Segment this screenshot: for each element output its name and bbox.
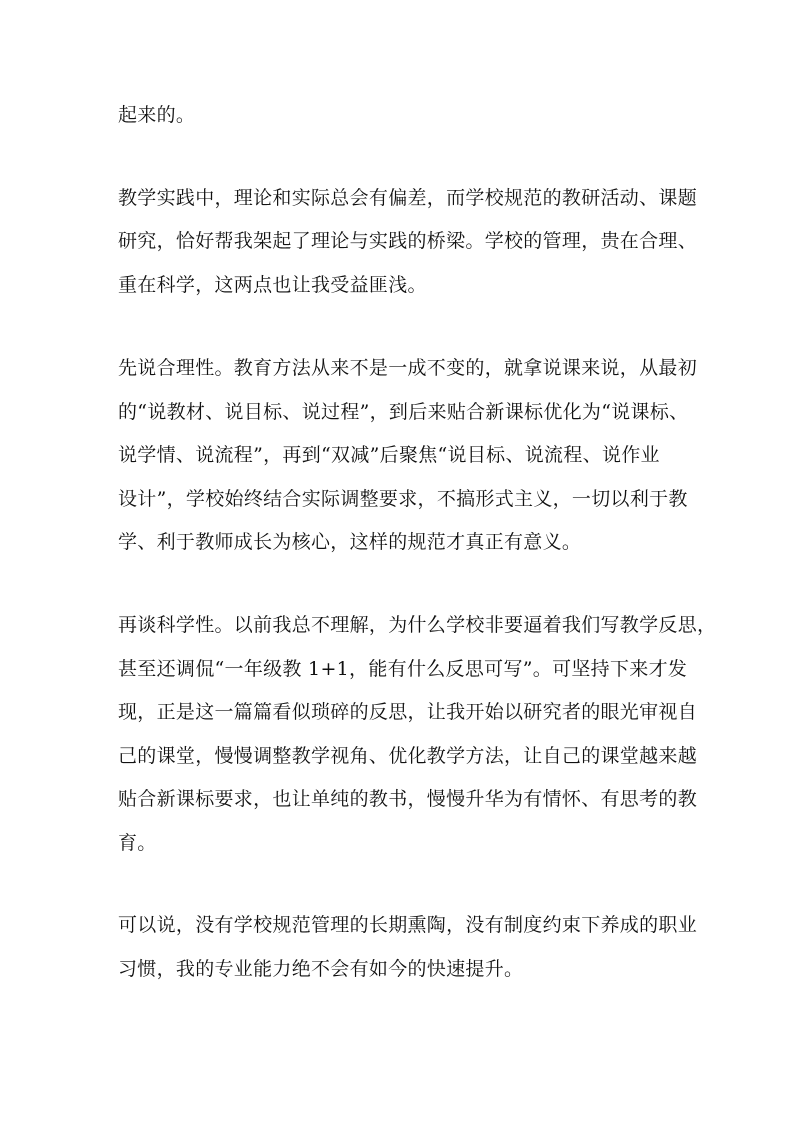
text-line: 起来的。 [118, 104, 196, 126]
text-line: 己的课堂，慢慢调整教学视角、优化教学方法，让自己的课堂越来越 [118, 745, 698, 767]
text-line: 的“说教材、说目标、说过程”，到后来贴合新课标优化为“说课标、 [118, 401, 689, 423]
text-line: 再谈科学性。以前我总不理解，为什么学校非要逼着我们写教学反思， [118, 614, 717, 636]
text-line: 说学情、说流程”，再到“双减”后聚焦“说目标、说流程、说作业 [118, 444, 660, 466]
text-line: 教学实践中，理论和实际总会有偏差，而学校规范的教研活动、课题 [118, 187, 698, 209]
text-line: 贴合新课标要求，也让单纯的教书，慢慢升华为有情怀、有思考的教 [118, 788, 698, 810]
text-line: 学、利于教师成长为核心，这样的规范才真正有意义。 [118, 531, 582, 553]
text-line: 可以说，没有学校规范管理的长期熏陶，没有制度约束下养成的职业 [118, 914, 698, 936]
text-line: 甚至还调侃“一年级教 1+1，能有什么反思可写”。可坚持下来才发 [118, 658, 688, 680]
text-line: 习惯，我的专业能力绝不会有如今的快速提升。 [118, 958, 524, 980]
text-line: 现，正是这一篇篇看似琐碎的反思，让我开始以研究者的眼光审视自 [118, 701, 698, 723]
text-line: 先说合理性。教育方法从来不是一成不变的，就拿说课来说，从最初 [118, 357, 698, 379]
text-line: 设计”，学校始终结合实际调整要求，不搞形式主义，一切以利于教 [118, 488, 688, 510]
text-line: 重在科学，这两点也让我受益匪浅。 [118, 274, 427, 296]
text-line: 研究，恰好帮我架起了理论与实践的桥梁。学校的管理，贵在合理、 [118, 230, 698, 252]
text-line: 育。 [118, 832, 157, 854]
